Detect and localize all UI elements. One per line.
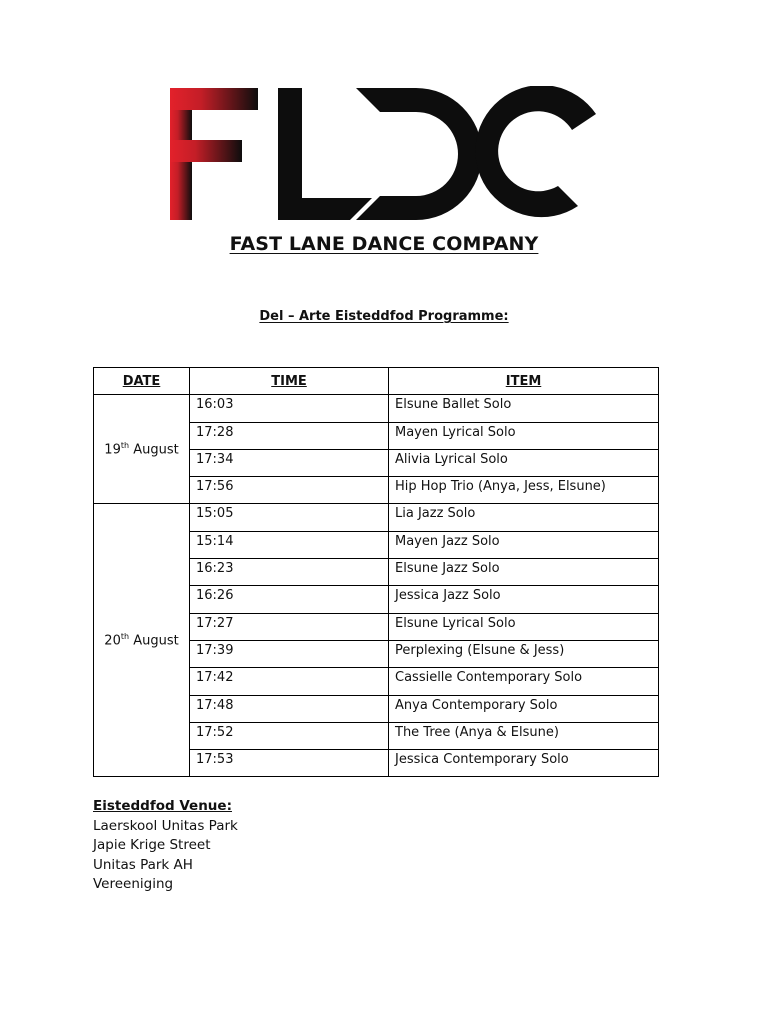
item-cell: Alivia Lyrical Solo: [389, 449, 659, 476]
item-cell: Lia Jazz Solo: [389, 504, 659, 531]
fldc-logo: [168, 86, 600, 222]
time-cell: 17:48: [190, 695, 389, 722]
item-cell: Jessica Contemporary Solo: [389, 750, 659, 777]
column-header-item: ITEM: [389, 368, 659, 395]
venue-heading: Eisteddfod Venue:: [93, 798, 232, 814]
time-cell: 17:39: [190, 640, 389, 667]
date-month: August: [133, 633, 179, 649]
table-row: [94, 504, 659, 531]
time-cell: 15:05: [190, 504, 389, 531]
time-cell: 17:34: [190, 449, 389, 476]
table-row: [94, 395, 659, 422]
logo-letter-f: [170, 88, 258, 220]
time-cell: 17:42: [190, 668, 389, 695]
item-cell: Elsune Lyrical Solo: [389, 613, 659, 640]
item-cell: The Tree (Anya & Elsune): [389, 722, 659, 749]
venue-line: Vereeniging: [93, 876, 174, 892]
logo-letter-l: [278, 88, 372, 220]
column-header-date: DATE: [94, 368, 190, 395]
time-cell: 16:23: [190, 559, 389, 586]
item-cell: Jessica Jazz Solo: [389, 586, 659, 613]
schedule-table: [93, 367, 659, 777]
company-name: FAST LANE DANCE COMPANY: [229, 233, 539, 255]
item-cell: Mayen Lyrical Solo: [389, 422, 659, 449]
item-cell: Elsune Ballet Solo: [389, 395, 659, 422]
item-cell: Anya Contemporary Solo: [389, 695, 659, 722]
item-cell: Hip Hop Trio (Anya, Jess, Elsune): [389, 477, 659, 504]
time-cell: 17:56: [190, 477, 389, 504]
date-day: 20: [104, 633, 121, 649]
venue-line: Japie Krige Street: [93, 837, 211, 853]
time-cell: 15:14: [190, 531, 389, 558]
date-suffix: th: [120, 441, 130, 451]
venue-block: [93, 797, 238, 895]
column-header-time: TIME: [190, 368, 389, 395]
venue-line: Unitas Park AH: [93, 856, 193, 873]
date-suffix: th: [120, 632, 130, 642]
venue-line: Laerskool Unitas Park: [93, 817, 238, 834]
time-cell: 17:52: [190, 722, 389, 749]
time-cell: 17:28: [190, 422, 389, 449]
item-cell: Cassielle Contemporary Solo: [389, 668, 659, 695]
time-cell: 16:26: [190, 586, 389, 613]
time-cell: 17:53: [190, 750, 389, 777]
date-cell-19-august: [94, 395, 190, 504]
date-day: 19: [104, 442, 121, 458]
logo-letter-d: [356, 88, 482, 220]
time-cell: 17:27: [190, 613, 389, 640]
date-cell-20-august: [94, 504, 190, 777]
item-cell: Perplexing (Elsune & Jess): [389, 640, 659, 667]
time-cell: 16:03: [190, 395, 389, 422]
date-month: August: [133, 442, 179, 458]
item-cell: Mayen Jazz Solo: [389, 531, 659, 558]
schedule-header-row: [94, 368, 659, 395]
item-cell: Elsune Jazz Solo: [389, 559, 659, 586]
logo-letter-c: [475, 86, 596, 217]
programme-title: Del – Arte Eisteddfod Programme:: [259, 309, 509, 324]
